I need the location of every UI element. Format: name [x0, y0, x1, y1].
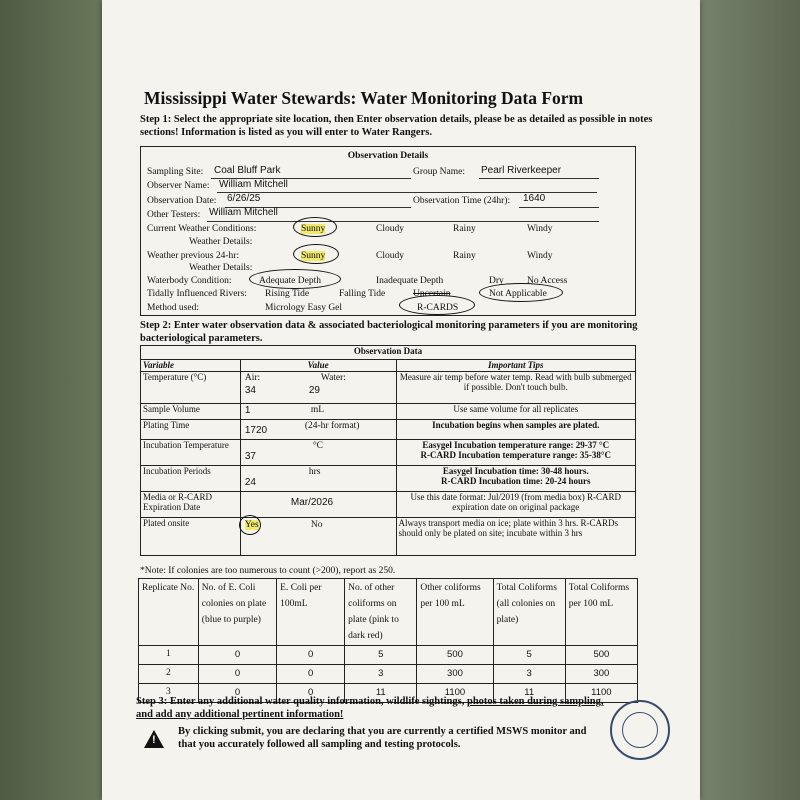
media-label: Media or R-CARD Expiration Date	[141, 492, 241, 518]
background-right	[690, 0, 800, 800]
step3-text: Step 3: Enter any additional water quality information, wildlife sightings,	[136, 696, 467, 707]
current-weather-rainy[interactable]: Rainy	[453, 224, 476, 234]
replicate-no: 2	[139, 665, 199, 684]
replicate-table	[138, 578, 638, 703]
data-form-paper	[102, 0, 700, 800]
sampling-site-value[interactable]: Coal Bluff Park	[214, 165, 281, 176]
incubation-periods-tip-rcard: R-CARD Incubation time: 20-24 hours	[440, 476, 591, 486]
water-label: Water:	[320, 373, 346, 383]
incubation-temp-tip-rcard: R-CARD Incubation temperature range: 35-38°C	[420, 450, 611, 460]
col-tips: Important Tips	[396, 360, 636, 372]
plating-time-unit: (24-hr format)	[304, 421, 360, 431]
row-sample-volume	[141, 404, 636, 420]
tidal-rising[interactable]: Rising Tide	[265, 289, 310, 299]
other-coliforms[interactable]: 11	[345, 684, 417, 703]
current-weather-circle	[293, 217, 337, 237]
replicate-no: 1	[139, 646, 199, 665]
incubation-periods-tip-easygel: Easygel Incubation time: 30-48 hours.	[442, 466, 589, 476]
other-testers-label: Other Testers:	[147, 210, 201, 220]
plated-tip: Always transport media on ice; plate within 3 hrs. R-CARDs should only be plated on site; incubate within 3 hrs	[396, 518, 636, 556]
step3-underlined-text: photos taken during sampling, and add any additional pertinent information!	[136, 696, 604, 720]
declaration-text: By clicking submit, you are declaring that you are currently a certified MSWS monitor and that you accurately followed all sampling and testing protocols.	[178, 726, 587, 750]
plating-time-tip: Incubation begins when samples are plated.	[396, 420, 636, 440]
group-name-label: Group Name:	[413, 167, 465, 177]
colonies-note: *Note: If colonies are too numerous to count (>200), report as 250.	[140, 566, 396, 576]
header-total-per-100ml: Total Coliforms per 100 mL	[565, 579, 637, 646]
other-testers-underline	[207, 221, 599, 222]
tidal-falling[interactable]: Falling Tide	[339, 289, 386, 299]
waterbody-label: Waterbody Condition:	[147, 276, 232, 286]
row-incubation-temperature	[141, 440, 636, 466]
air-label: Air:	[244, 373, 261, 383]
weather-prev-details-label: Weather Details:	[189, 263, 253, 273]
incubation-temp-unit: °C	[312, 441, 323, 451]
water-value[interactable]: 29	[308, 385, 320, 396]
other-per-100ml[interactable]: 1100	[417, 684, 493, 703]
weather-prev-circle	[293, 244, 339, 264]
other-testers-value[interactable]: William Mitchell	[209, 207, 278, 218]
row-media-expiration	[141, 492, 636, 518]
current-weather-label: Current Weather Conditions:	[147, 224, 257, 234]
other-coliforms[interactable]: 5	[345, 646, 417, 665]
plating-time-value-cell	[240, 420, 396, 440]
plating-time-label: Plating Time	[141, 420, 241, 440]
tidal-uncertain[interactable]: Uncertain	[413, 289, 451, 299]
incubation-periods-tip-cell	[396, 466, 636, 492]
observation-date-value[interactable]: 6/26/25	[227, 193, 261, 204]
ecoli-per-100ml[interactable]: 0	[277, 684, 345, 703]
ecoli-colonies[interactable]: 0	[198, 646, 276, 665]
header-ecoli-per-100ml: E. Coli per 100mL	[277, 579, 345, 646]
ecoli-per-100ml[interactable]: 0	[277, 646, 345, 665]
method-circle	[399, 295, 475, 315]
plated-yes-circle	[239, 515, 261, 535]
col-variable: Variable	[141, 360, 241, 372]
observer-name-value[interactable]: William Mitchell	[219, 179, 288, 190]
temperature-label: Temperature (°C)	[141, 372, 241, 404]
other-per-100ml[interactable]: 300	[417, 665, 493, 684]
incubation-periods-value-cell	[240, 466, 396, 492]
row-temperature	[141, 372, 636, 404]
incubation-temp-tip-cell	[396, 440, 636, 466]
observation-details-box	[140, 146, 636, 316]
group-name-underline	[479, 178, 599, 179]
incubation-periods-unit: hrs	[308, 467, 321, 477]
weather-prev-rainy[interactable]: Rainy	[453, 251, 476, 261]
temperature-tip: Measure air temp before water temp. Read with bulb submerged if possible. Don't touch bulb.	[396, 372, 636, 404]
media-value[interactable]: Mar/2026	[290, 497, 334, 508]
observation-data-header: Observation Data	[141, 346, 636, 360]
tidal-not-applicable[interactable]: Not Applicable	[489, 289, 547, 299]
sample-volume-value-cell	[240, 404, 396, 420]
total-per-100ml[interactable]: 500	[565, 646, 637, 665]
observation-time-label: Observation Time (24hr):	[413, 196, 511, 206]
incubation-temp-value[interactable]: 37	[244, 451, 256, 462]
total-coliforms[interactable]: 3	[493, 665, 565, 684]
seal-inner-ring	[622, 712, 658, 748]
row-plated-onsite	[141, 518, 636, 556]
current-weather-cloudy[interactable]: Cloudy	[376, 224, 404, 234]
plating-time-value[interactable]: 1720	[244, 425, 268, 436]
table-row	[139, 665, 638, 684]
table-row	[139, 646, 638, 665]
step2-instructions: Step 2: Enter water observation data & associated bacteriological monitoring parameters if you are monitoring bacteriological parameters.	[140, 320, 638, 344]
observation-date-label: Observation Date:	[147, 196, 217, 206]
step3-instructions	[136, 695, 606, 721]
other-coliforms[interactable]: 3	[345, 665, 417, 684]
replicate-header-row	[139, 579, 638, 646]
col-value: Value	[240, 360, 396, 372]
header-ecoli-colonies: No. of E. Coli colonies on plate (blue to purple)	[198, 579, 276, 646]
observation-details-header: Observation Details	[347, 151, 429, 161]
total-coliforms[interactable]: 11	[493, 684, 565, 703]
step1-instructions: Step 1: Select the appropriate site location, then Enter observation details, please be as detailed as possible in notes sections! Information is listed as you will enter to Water Rangers.	[140, 114, 653, 138]
header-total-coliforms: Total Coliforms (all colonies on plate)	[493, 579, 565, 646]
observation-time-value[interactable]: 1640	[523, 193, 546, 204]
total-coliforms[interactable]: 5	[493, 646, 565, 665]
weather-prev-cloudy[interactable]: Cloudy	[376, 251, 404, 261]
method-label: Method used:	[147, 303, 199, 313]
media-tip: Use this date format: Jul/2019 (from media box) R-CARD expiration date on original package	[396, 492, 636, 518]
plated-label: Plated onsite	[141, 518, 241, 556]
ecoli-colonies[interactable]: 0	[198, 684, 276, 703]
incubation-temp-label: Incubation Temperature	[141, 440, 241, 466]
tidal-circle	[479, 283, 563, 302]
incubation-periods-value[interactable]: 24	[244, 477, 256, 488]
weather-prev-sunny[interactable]: Sunny	[301, 251, 326, 261]
warning-icon: !	[144, 730, 164, 748]
weather-prev-label: Weather previous 24-hr:	[147, 251, 240, 261]
waterbody-dry[interactable]: Dry	[489, 276, 504, 286]
header-replicate: Replicate No.	[139, 579, 199, 646]
method-r-cards[interactable]: R-CARDS	[417, 303, 459, 313]
waterbody-no-access[interactable]: No Access	[527, 276, 568, 286]
msws-seal-icon	[610, 700, 670, 760]
sample-volume-label: Sample Volume	[141, 404, 241, 420]
weather-prev-windy[interactable]: Windy	[527, 251, 553, 261]
other-per-100ml[interactable]: 500	[417, 646, 493, 665]
current-weather-sunny[interactable]: Sunny	[301, 224, 326, 234]
observer-name-label: Observer Name:	[147, 181, 210, 191]
sample-volume-tip: Use same volume for all replicates	[396, 404, 636, 420]
sample-volume-value[interactable]: 1	[244, 405, 251, 416]
replicate-no: 3	[139, 684, 199, 703]
header-other-per-100ml: Other coliforms per 100 mL	[417, 579, 493, 646]
tidal-label: Tidally Influenced Rivers:	[147, 289, 247, 299]
incubation-periods-label: Incubation Periods	[141, 466, 241, 492]
row-incubation-periods	[141, 466, 636, 492]
sampling-site-label: Sampling Site:	[147, 167, 204, 177]
waterbody-inadequate[interactable]: Inadequate Depth	[376, 276, 444, 286]
sample-volume-unit: mL	[310, 405, 325, 415]
weather-details-label: Weather Details:	[189, 237, 253, 247]
waterbody-adequate[interactable]: Adequate Depth	[259, 276, 321, 286]
method-easy-gel[interactable]: Micrology Easy Gel	[265, 303, 343, 313]
current-weather-windy[interactable]: Windy	[527, 224, 553, 234]
header-other-coliforms: No. of other coliforms on plate (pink to dark red)	[345, 579, 417, 646]
background-left	[0, 0, 110, 800]
observation-time-underline	[519, 207, 599, 208]
media-value-cell	[240, 492, 396, 518]
air-value[interactable]: 34	[244, 385, 256, 396]
incubation-temp-value-cell	[240, 440, 396, 466]
waterbody-circle	[249, 269, 341, 289]
total-per-100ml[interactable]: 300	[565, 665, 637, 684]
ecoli-colonies[interactable]: 0	[198, 665, 276, 684]
total-per-100ml[interactable]: 1100	[565, 684, 637, 703]
plated-yes[interactable]: Yes	[244, 520, 259, 530]
form-title: Mississippi Water Stewards: Water Monitoring Data Form	[144, 88, 584, 108]
ecoli-per-100ml[interactable]: 0	[277, 665, 345, 684]
plated-no[interactable]: No	[310, 520, 323, 530]
row-plating-time	[141, 420, 636, 440]
plated-value-cell	[240, 518, 396, 556]
temperature-value-cell	[240, 372, 396, 404]
observation-data-table	[140, 345, 636, 556]
group-name-value[interactable]: Pearl Riverkeeper	[481, 165, 562, 176]
incubation-temp-tip-easygel: Easygel Incubation temperature range: 29-37 °C	[422, 440, 610, 450]
